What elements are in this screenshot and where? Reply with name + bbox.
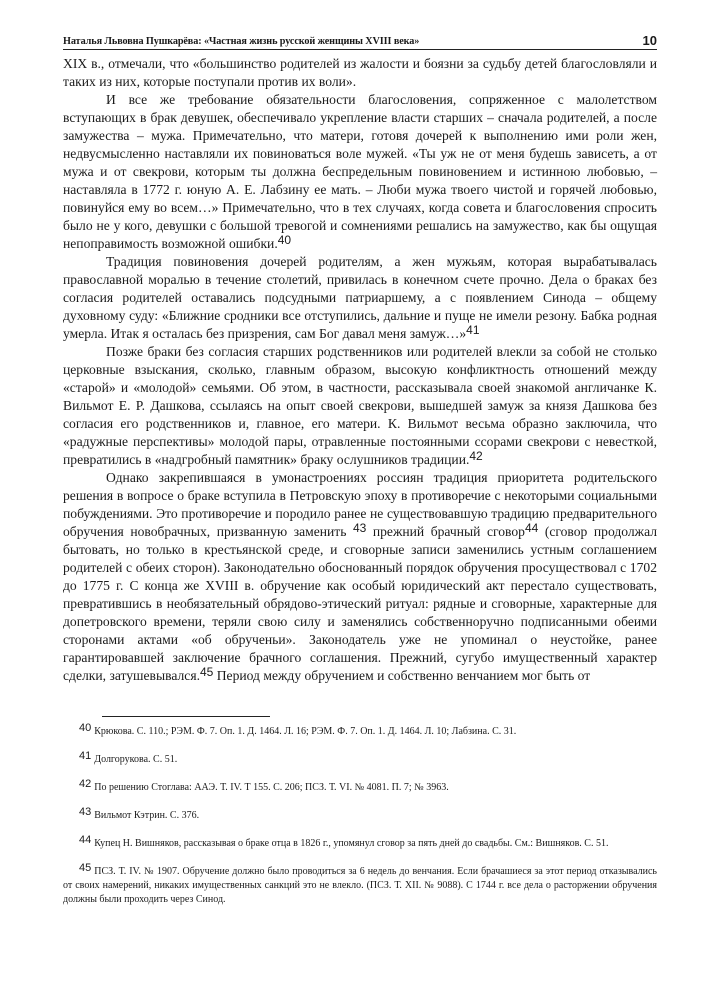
paragraph [63, 91, 657, 253]
footnote-number: 43 [79, 806, 92, 818]
footnote [63, 862, 657, 907]
page-number: 10 [642, 33, 657, 48]
paragraph [63, 55, 657, 91]
header-title: Наталья Львовна Пушкарёва: «Частная жизнь русской женщины XVIII века» [63, 36, 420, 47]
body-text [63, 55, 657, 685]
paragraph [63, 253, 657, 343]
paragraph-text: Однако закрепившаяся в умонастроениях россиян традиция приоритета родительского решения в вопросе о браке вступила в Петровскую эпоху в противоречие с некоторыми социальными побуждениями. Это противоречие и породило ранее не существовавшую традицию предварительного обручения новобрачных, призванную заменить [63, 470, 657, 539]
footnote [63, 834, 657, 851]
footnote-number: 41 [79, 750, 92, 762]
footnote-text: По решению Стоглава: ААЭ. Т. IV. Т 155. С. 206; ПСЗ. Т. VI. № 4081. П. 7; № 3963. [94, 782, 449, 793]
footnote-ref[interactable]: 42 [469, 449, 483, 463]
footnote-number: 40 [79, 722, 92, 734]
footnote-separator [102, 716, 270, 717]
footnote-text: Купец Н. Вишняков, рассказывая о браке отца в 1826 г., упомянул сговор за пять дней до свадьбы. См.: Вишняков. С. 51. [94, 838, 609, 849]
paragraph-text: И все же требование обязательности благословения, сопряженное с малолетством вступающих в брак девушек, обеспечивало укрепление власти старших – сначала родителей, а после замужества – мужа. Примечательно, что матери, готовя дочерей к выполнению ими роли жен, недвусмысленно наставляли их повиноваться воле мужей. «Ты уж не от меня будешь зависеть, а от мужа и от свекрови, которым ты должна беспредельным повиновением и истинною любовью, – наставляла в 1772 г. юную А. Е. Лабзину ее мать. – Люби мужа твоего чистой и горячей любовью, повинуйся ему во всем…» Примечательно, что в тех случаях, когда совета и благословения спросить было не у кого, девушки с большой тревогой и сомнениями решались на замужество, как бы ощущая непоправимость возможной ошибки. [63, 92, 657, 251]
footnote [63, 806, 657, 823]
footnote-ref[interactable]: 41 [466, 323, 480, 337]
footnote-text: Крюкова. С. 110.; РЭМ. Ф. 7. Оп. 1. Д. 1464. Л. 16; РЭМ. Ф. 7. Оп. 1. Д. 1464. Л. 10; Лабзина. С. 31. [94, 726, 517, 737]
paragraph-text: XIX в., отмечали, что «большинство родителей из жалости и боязни за судьбу детей благословляли и таких из них, которые поступали против их воли». [63, 56, 657, 89]
footnote-ref[interactable]: 44 [524, 521, 539, 535]
paragraph-text: прежний брачный сговор [366, 524, 525, 539]
footnote-number: 42 [79, 778, 92, 790]
footnote-text: Долгорукова. С. 51. [94, 754, 178, 765]
footnote-number: 45 [79, 862, 92, 874]
footnote-ref[interactable]: 45 [199, 665, 214, 679]
footnote-ref[interactable]: 43 [352, 521, 367, 535]
paragraph-text: (сговор продолжал бытовать, но только в крестьянской среде, и сговорные записи заменились устным соглашением родителей с обеих сторон). Законодательно обоснованный порядок обручения просуществовал с 1702 до 1775 г. С конца же XVIII в. обручение как особый юридический акт перестало существовать, превратившись в необязательный обрядово-этический ритуал: рядные и сговорные, характерные для допетровского времени, теряли свою силу и заменялись собственноручно подписанными обеими сторонами актами «об обрученьи». Законодатель уже не упоминал о неустойке, ранее гарантировавшей заключение брачного соглашения. Прежний, сугубо имущественный характер сделки, затушевывался. [63, 524, 658, 683]
footnote-number: 44 [79, 834, 92, 846]
footnotes [63, 722, 657, 921]
footnote-text: ПСЗ. Т. IV. № 1907. Обручение должно было проводиться за 6 недель до венчания. Если брачашиеся за этот период отказывались от своих намерений, никаких имущественных санкций это не влекло. (ПСЗ. Т. XII. № 9088). С 1744 г. все дела о расторжении обручения должны были проходить через Синод. [63, 866, 657, 905]
paragraph [63, 343, 657, 469]
paragraph-text: Позже браки без согласия старших родственников или родителей влекли за собой не столько церковные взыскания, сколько, главным образом, высокую конфликтность отношений между «старой» и «молодой» семьями. Об этом, в частности, рассказывала своей знакомой англичанке К. Вильмот Е. Р. Дашкова, ссылаясь на опыт своей свекрови, вышедшей замуж за князя Дашкова без согласия его родственников и, главное, его матери. К. Вильмот весьма образно заключила, что «радужные перспективы» молодой пары, отравленные постоянными ссорами свекрови с невесткой, превратились в «надгробный памятник» браку ослушников традиции. [63, 344, 657, 467]
footnote [63, 722, 657, 739]
footnote-text: Вильмот Кэтрин. С. 376. [94, 810, 200, 821]
paragraph-text: Традиция повиновения дочерей родителям, а жен мужьям, которая вырабатывалась православной моралью в течение столетий, привилась в конечном счете прочно. Дела о браках без согласия родителей оставались подсудными патриаршему, а с появлением Синода – общему духовному суду: «Ближние сродники все отступились, дальние и пуще не имели резону. Бабка родная умерла. Итак я осталась без призрения, сам Бог давал меня замуж…» [63, 254, 657, 341]
paragraph [63, 469, 657, 685]
paragraph-text: Период между обручением и собственно венчанием мог быть от [213, 668, 591, 683]
footnote [63, 750, 657, 767]
running-header [63, 33, 657, 50]
footnote [63, 778, 657, 795]
footnote-ref[interactable]: 40 [277, 233, 292, 247]
